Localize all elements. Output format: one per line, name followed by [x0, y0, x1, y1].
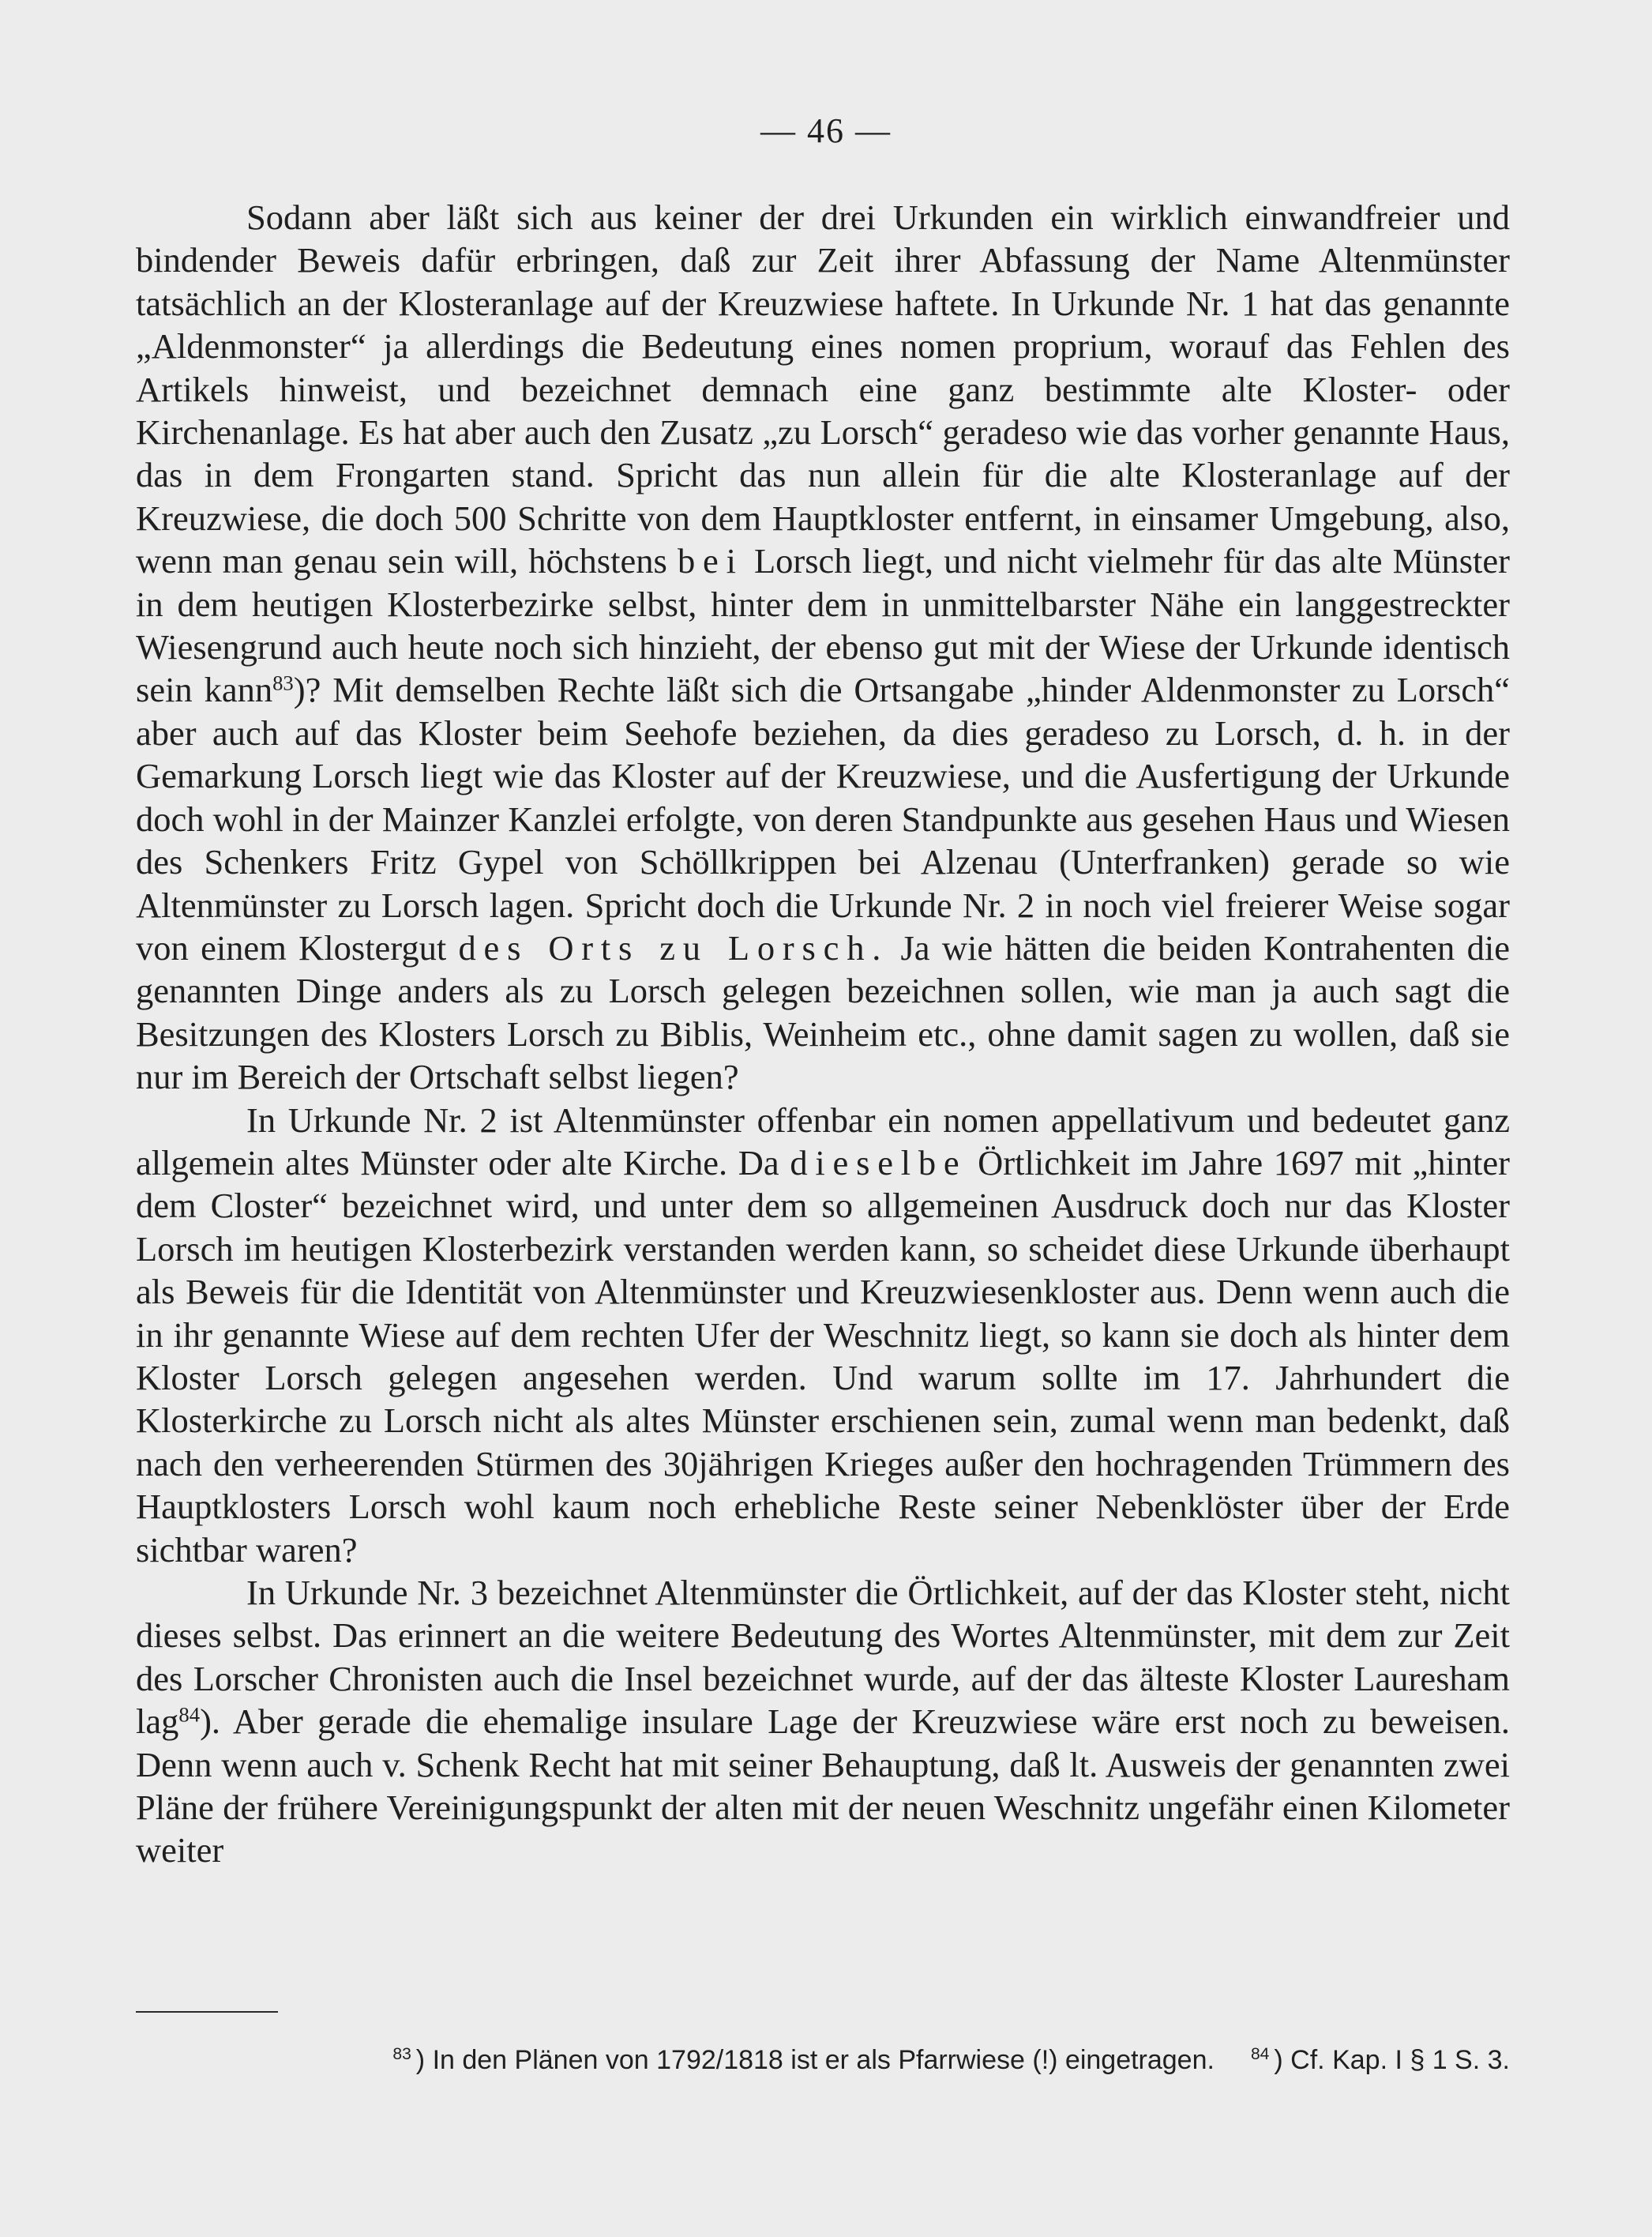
text-run: ). Aber gerade die ehemalige insulare Lage der Kreuzwiese wäre erst noch zu beweisen. Denn wenn auch v. Schenk Recht hat mit seiner Behauptung, daß lt. Ausweis der genannten zwei Pläne der frühere Vereinigungspunkt der alten mit der neuen Weschnitz ungefähr einen Kilometer weiter: [136, 1701, 1510, 1870]
text-run: Örtlichkeit im Jahre 1697 mit „hinter dem Closter“ bezeichnet wird, und unter dem so allgemeinen Ausdruck doch nur das Kloster Lorsch im heutigen Klosterbezirk verstanden werden kann, so scheidet diese Urkunde überhaupt als Beweis für die Identität von Altenmünster und Kreuzwiesenkloster aus. Denn wenn auch die in ihr genannte Wiese auf dem rechten Ufer der Weschnitz liegt, so kann sie doch als hinter dem Kloster Lorsch gelegen angesehen werden. Und warum sollte im 17. Jahrhundert die Klosterkirche zu Lorsch nicht als altes Münster erschienen sein, zumal wenn man bedenkt, daß nach den verheerenden Stürmen des 30jährigen Krieges außer den hochragenden Trümmern des Hauptklosters Lorsch wohl kaum noch erhebliche Reste seiner Nebenklöster über der Erde sichtbar waren?: [136, 1142, 1510, 1570]
footnote-reference: 83: [272, 671, 294, 695]
paragraph: [136, 196, 1510, 1099]
page-number: — 46 —: [760, 111, 892, 150]
paragraph: [136, 1571, 1510, 1872]
text-run: Lorsch liegt, und nicht vielmehr für das alte Münster in dem heutigen Klosterbezirke selbst, hinter dem in unmittelbarster Nähe ein langgestreckter Wiesengrund auch heute noch sich hinzieht, der ebenso gut mit der Wiese der Urkunde identisch sein kann: [136, 541, 1510, 710]
spaced-emphasis-text: dieselbe: [790, 1142, 967, 1182]
footnote-text: ) Cf. Kap. I § 1 S. 3.: [1274, 2045, 1510, 2075]
text-run: )? Mit demselben Rechte läßt sich die Ortsangabe „hinder Aldenmonster zu Lorsch“ aber auch auf das Kloster beim Seehofe beziehen, da dies geradeso zu Lorsch, d. h. in der Gemarkung Lorsch liegt wie das Kloster auf der Kreuzwiese, und die Ausfertigung der Urkunde doch wohl in der Mainzer Kanzlei erfolgte, von deren Standpunkte aus gesehen Haus und Wiesen des Schenkers Fritz Gypel von Schöllkrippen bei Alzenau (Unterfranken) gerade so wie Altenmünster zu Lorsch lagen. Spricht doch die Urkunde Nr. 2 in noch viel freierer Weise sogar von einem Klostergut: [136, 670, 1511, 968]
footnote-mark: 83: [392, 2045, 411, 2064]
footnote: [1251, 2043, 1510, 2077]
spaced-emphasis-text: bei: [678, 541, 744, 581]
footnote-reference: 84: [178, 1702, 201, 1727]
footnote-text: ) In den Plänen von 1792/1818 ist er als Pfarrwiese (!) eingetragen.: [415, 2045, 1215, 2075]
footnote-divider: [136, 2011, 278, 2013]
spaced-emphasis-text: des Orts zu Lorsch.: [458, 927, 889, 968]
footnotes: [136, 2043, 1510, 2077]
footnote: [392, 2043, 1215, 2077]
body-text: [136, 196, 1510, 1872]
footnote-mark: 84: [1250, 2045, 1270, 2064]
text-run: Ja wie hätten die beiden Kontrahenten die genannten Dinge anders als zu Lorsch gelegen bezeichnen sollen, wie man ja auch sagt die Besitzungen des Klosters Lorsch zu Biblis, Weinheim etc., ohne damit sagen zu wollen, daß sie nur im Bereich der Ortschaft selbst liegen?: [136, 927, 1510, 1097]
text-run: Sodann aber läßt sich aus keiner der drei Urkunden ein wirklich einwandfreier und bindender Beweis dafür erbringen, daß zur Zeit ihrer Abfassung der Name Altenmünster tatsächlich an der Klosteranlage auf der Kreuzwiese haftete. In Urkunde Nr. 1 hat das genannte „Aldenmonster“ ja allerdings die Bedeutung eines nomen proprium, worauf das Fehlen des Artikels hinweist, und bezeichnet demnach eine ganz bestimmte alte Kloster- oder Kirchenanlage. Es hat aber auch den Zusatz „zu Lorsch“ geradeso wie das vorher genannte Haus, das in dem Frongarten stand. Spricht das nun allein für die alte Klosteranlage auf der Kreuzwiese, die doch 500 Schritte von dem Hauptkloster entfernt, in einsamer Umgebung, also, wenn man genau sein will, höchstens: [136, 197, 1510, 581]
text-run: In Urkunde Nr. 2 ist Altenmünster offenbar ein nomen appellativum und bedeutet ganz allgemein altes Münster oder alte Kirche. Da: [136, 1100, 1510, 1182]
text-run: In Urkunde Nr. 3 bezeichnet Altenmünster die Örtlichkeit, auf der das Kloster steht, nicht dieses selbst. Das erinnert an die weitere Bedeutung des Wortes Altenmünster, mit dem zur Zeit des Lorscher Chronisten auch die Insel bezeichnet wurde, auf der das älteste Kloster Lauresham lag: [136, 1573, 1510, 1742]
paragraph: [136, 1099, 1510, 1571]
